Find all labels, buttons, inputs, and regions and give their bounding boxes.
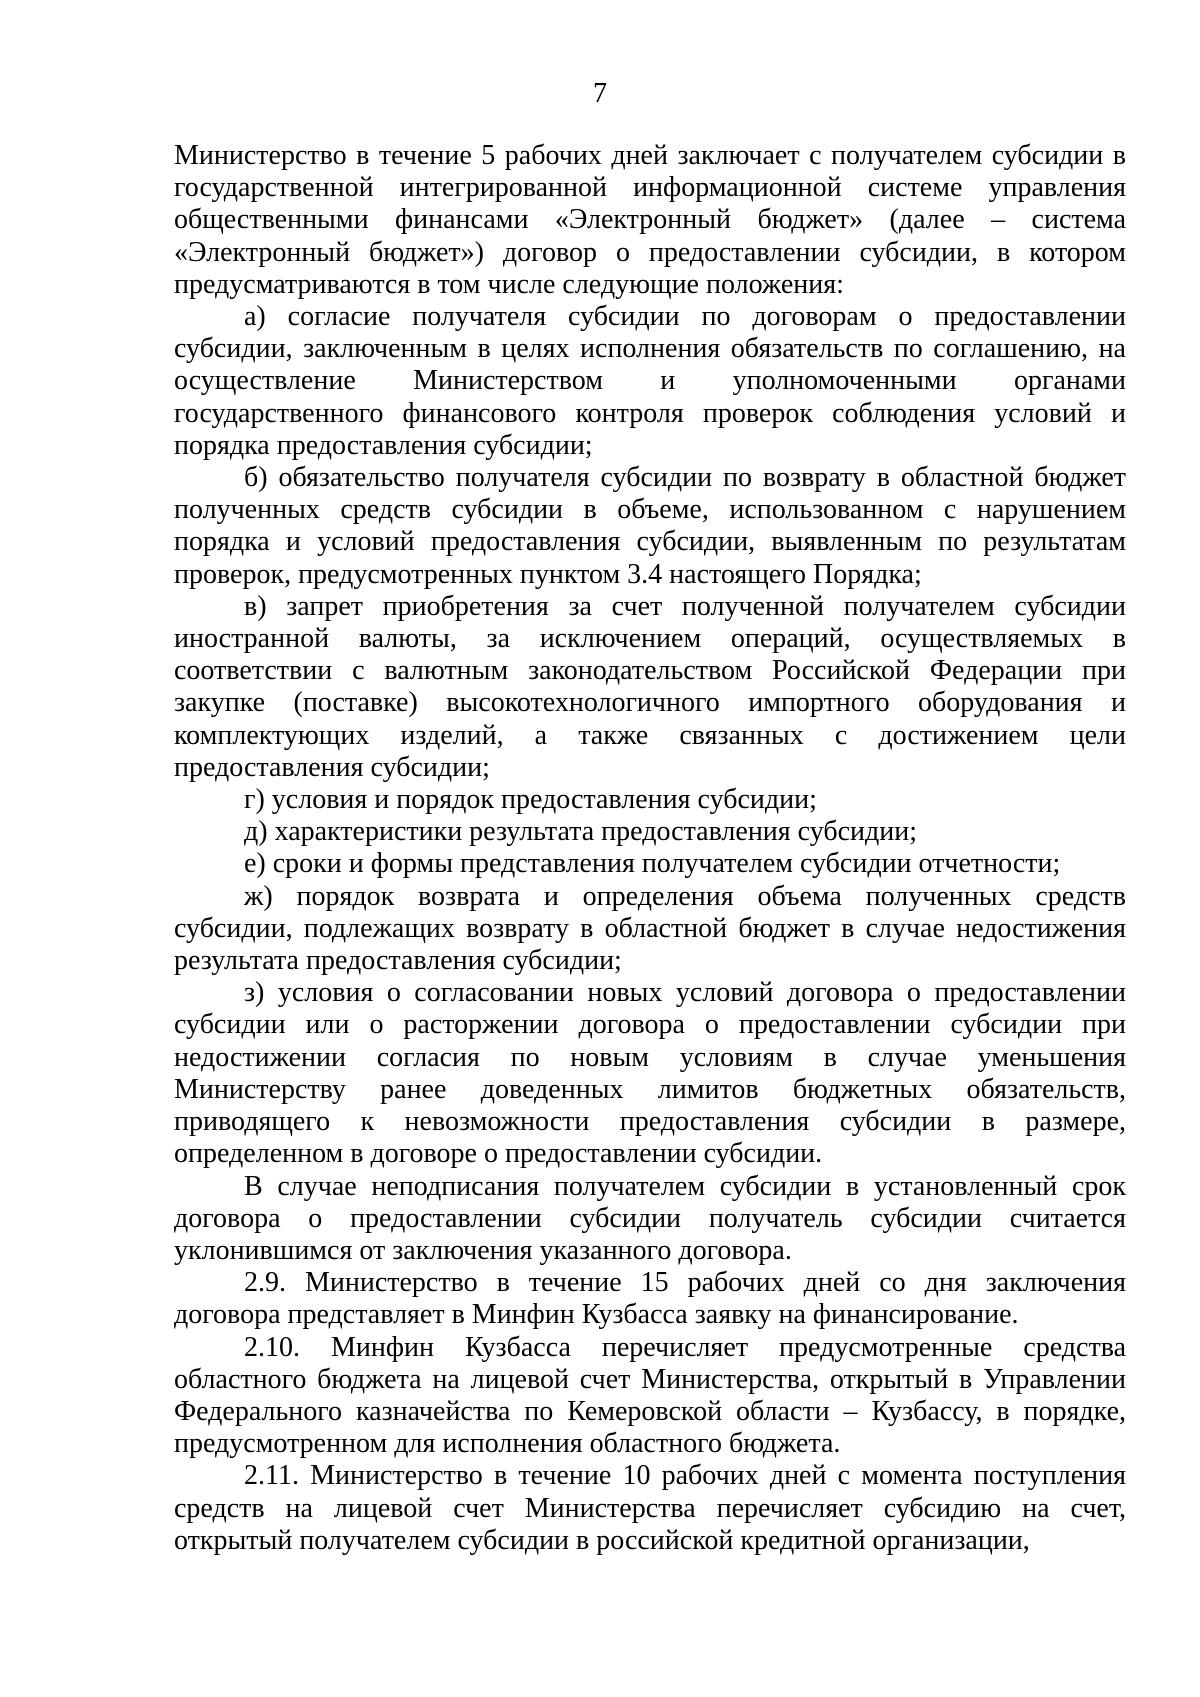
paragraph-intro: Министерство в течение 5 рабочих дней заключает с получателем субсидии в государственной интегрированной информационной системе управления общественными финансами «Электронный бюджет» (далее – система «Электронный бюджет») договор о предоставлении субсидии, в котором предусматриваются в том числе следующие положения: xyxy=(174,140,1126,300)
document-body xyxy=(174,140,1126,1557)
paragraph-2-10: 2.10. Минфин Кузбасса перечисляет предусмотренные средства областного бюджета на лицевой счет Министерства, открытый в Управлении Федерального казначейства по Кемеровской области – Кузбассу, в порядке, предусмотренном для исполнения областного бюджета. xyxy=(174,1331,1126,1460)
page-number: 7 xyxy=(593,78,607,109)
paragraph-2-11: 2.11. Министерство в течение 10 рабочих дней с момента поступления средств на лицевой счет Министерства перечисляет субсидию на счет, открытый получателем субсидии в российской кредитной организации, xyxy=(174,1460,1126,1556)
paragraph-item-e: е) сроки и формы представления получателем субсидии отчетности; xyxy=(244,848,1061,880)
paragraph-item-g: г) условия и порядок предоставления субсидии; xyxy=(244,784,817,816)
paragraph-item-zh: ж) порядок возврата и определения объема полученных средств субсидии, подлежащих возврату в областной бюджет в случае недостижения результата предоставления субсидии; xyxy=(174,880,1126,977)
paragraph-item-b: б) обязательство получателя субсидии по возврату в областной бюджет полученных средств субсидии в объеме, использованном с нарушением порядка и условий предоставления субсидии, выявленным по результатам проверок, предусмотренных пунктом 3.4 настоящего Порядка; xyxy=(174,462,1126,590)
paragraph-2-9: 2.9. Министерство в течение 15 рабочих дней со дня заключения договора представляет в Минфин Кузбасса заявку на финансирование. xyxy=(174,1267,1126,1331)
paragraph-item-a: а) согласие получателя субсидии по договорам о предоставлении субсидии, заключенным в целях исполнения обязательств по соглашению, на осуществление Министерством и уполномоченными органами государственного финансового контроля проверок соблюдения условий и порядка предоставления субсидии; xyxy=(174,301,1126,461)
paragraph-non-signing: В случае неподписания получателем субсидии в установленный срок договора о предоставлении субсидии получатель субсидии считается уклонившимся от заключения указанного договора. xyxy=(174,1170,1126,1266)
paragraph-item-d: д) характеристики результата предоставления субсидии; xyxy=(244,816,918,848)
paragraph-item-v: в) запрет приобретения за счет полученной получателем субсидии иностранной валюты, за исключением операций, осуществляемых в соответствии с валютным законодательством Российской Федерации при закупке (поставке) высокотехнологичного импортного оборудования и комплектующих изделий, а также связанных с достижением цели предоставления субсидии; xyxy=(174,590,1126,783)
paragraph-item-z: з) условия о согласовании новых условий договора о предоставлении субсидии или о расторжении договора о предоставлении субсидии при недостижении согласия по новым условиям в случае уменьшения Министерству ранее доведенных лимитов бюджетных обязательств, приводящего к невозможности предоставления субсидии в размере, определенном в договоре о предоставлении субсидии. xyxy=(174,977,1126,1170)
